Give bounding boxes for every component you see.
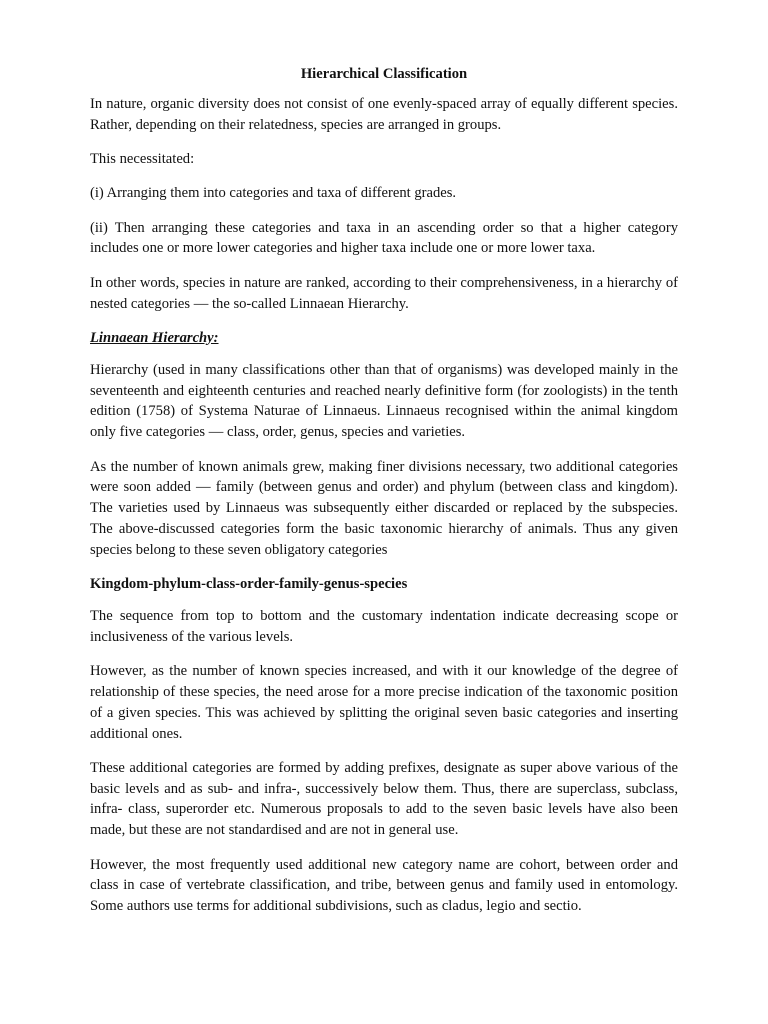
section-heading-linnaean: Linnaean Hierarchy: [90,329,219,346]
sequence-heading: Kingdom-phylum-class-order-family-genus-species [90,576,408,593]
paragraph-closing-1: The sequence from top to bottom and the customary indentation indicate decreasing scope or inclusiveness of the various levels. [90,608,678,645]
paragraph-intro-3: (i) Arranging them into categories and taxa of different grades. [90,185,457,202]
paragraph-closing-4: However, the most frequently used additional new category name are cohort, between order and class in case of vertebrate classification, and tribe, between genus and family used in entomology. Some authors use terms for additional subdivisions, such as cladus, legio and sectio. [90,856,678,915]
paragraph-closing-3: These additional categories are formed by adding prefixes, designate as super above various of the basic levels and as sub- and infra-, successively below them. Thus, there are superclass, subclass, infra- class, superorder etc. Numerous proposals to add to the seven basic levels have also been made, but these are not standardised and are not in general use. [90,759,678,839]
document-page [90,64,678,930]
paragraph-intro-1: In nature, organic diversity does not consist of one evenly-spaced array of equally different species. Rather, depending on their relatedness, species are arranged in groups. [90,96,678,133]
paragraph-closing-2: However, as the number of known species increased, and with it our knowledge of the degree of relationship of these species, the need arose for a more precise indication of the taxonomic position of a given species. This was achieved by splitting the original seven basic categories and inserting additional ones. [90,663,678,742]
paragraph-intro-5: In other words, species in nature are ranked, according to their comprehensiveness, in a hierarchy of nested categories — the so-called Linnaean Hierarchy. [90,274,678,312]
paragraph-intro-4: (ii) Then arranging these categories and taxa in an ascending order so that a higher category includes one or more lower categories and higher taxa include one or more lower taxa. [90,219,678,257]
paragraph-section-2: As the number of known animals grew, making finer divisions necessary, two additional categories were soon added — family (between genus and order) and phylum (between class and kingdom). The varieties used by Linnaeus was subsequently either discarded or replaced by the subspecies. The above-discussed categories form the basic taxonomic hierarchy of animals. Thus any given species belong to these seven obligatory categories [90,458,678,558]
paragraph-intro-2: This necessitated: [90,151,195,168]
paragraph-section-1: Hierarchy (used in many classifications other than that of organisms) was developed mainly in the seventeenth and eighteenth centuries and reached nearly definitive form (for zoologists) in the tenth edition (1758) of Systema Naturae of Linnaeus. Linnaeus recognised within the animal kingdom only five categories — class, order, genus, species and varieties. [90,361,678,441]
document-title: Hierarchical Classification [300,66,468,82]
